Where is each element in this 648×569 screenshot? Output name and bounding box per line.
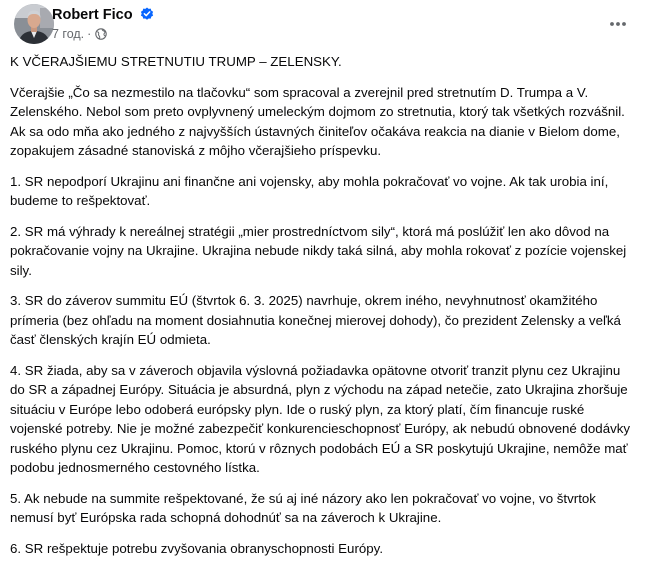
post-paragraph-3: 3. SR do záverov summitu EÚ (štvrtok 6. 3. 2025) navrhuje, okrem iného, nevyhnutnosť okamžitého prímeria (bez ohľadu na moment dosiahnutia konečnej mierovej dohody), čo prezident Zelensky a veľká časť členských krajín EÚ odmieta. — [10, 293, 621, 347]
post-paragraph-1: 1. SR nepodporí Ukrajinu ani finančne ani vojensky, aby mohla pokračovať vo vojne. Ak tak urobia iní, budeme to rešpektovať. — [10, 173, 609, 208]
author-avatar[interactable] — [14, 4, 54, 44]
meta-separator: · — [87, 27, 92, 41]
post-meta — [52, 27, 107, 43]
post-paragraph-4: 4. SR žiada, aby sa v záveroch objavila výslovná požiadavka opätovne otvoriť tranzit plynu cez Ukrajinu do SR a západnej Európy. Situácia je absurdná, plyn z východu na západ netečie, zato Ukrajina zhoršuje situáciu v Európe lebo odoberá európsky plyn. Ide o ruský plyn, za ktorý platí, čím financuje ruské vojenské potreby. Nie je možné zabezpečiť konkurencieschopnosť Európy, ak nebudú obnovené dodávky ruského plynu cez Ukrajinu. Pomoc, ktorú v rôznych podobách EÚ a SR poskytujú Ukrajine, nemôže mať podobu jednosmerného cestovného lístka. — [10, 362, 631, 475]
post-paragraph-intro: Včerajšie „Čo sa nezmestilo na tlačovku“ som spracoval a zverejnil pred stretnutím D. Trumpa a V. Zelenského. Nebol som preto ovplyvnený umeleckým dojmom zo stretnutia, ktorý tak všetkých rozvášnil. Ak sa odo mňa ako jedného z najvyšších ústavných činiteľov očakáva reakcia na dianie v Bielom dome, zopakujem zásadné stanoviská z môjho včerajšieho príspevku. — [10, 84, 625, 158]
globe-icon[interactable] — [95, 28, 107, 40]
post-header — [14, 4, 634, 44]
post-text — [10, 52, 636, 569]
post-paragraph-6: 6. SR rešpektuje potrebu zvyšovania obranyschopnosti Európy. — [10, 540, 384, 556]
post-paragraph-2: 2. SR má výhrady k nereálnej stratégii „mier prostredníctvom sily“, ktorá má poslúžiť len ako dôvod na pokračovanie vojny na Ukrajine. Ukrajina nebude nikdy taká silná, aby mohla rokovať z pozície vojenskej sily. — [10, 223, 627, 278]
post-title: K VČERAJŠIEMU STRETNUTIU TRUMP – ZELENSKY. — [10, 54, 342, 69]
author-row — [52, 6, 154, 26]
verified-badge-icon — [140, 7, 154, 21]
more-options-icon — [608, 14, 628, 34]
avatar-photo — [14, 4, 54, 44]
post-paragraph-5: 5. Ak nebude na summite rešpektované, že sú aj iné názory ako len pokračovať vo vojne, vo štvrtok nemusí byť Európska rada schopná dohodnúť sa na záveroch k Ukrajine. — [10, 490, 596, 525]
more-options-button[interactable] — [602, 8, 634, 40]
post-timestamp[interactable]: 7 год. — [52, 27, 85, 41]
author-name[interactable]: Robert Fico — [52, 6, 133, 23]
